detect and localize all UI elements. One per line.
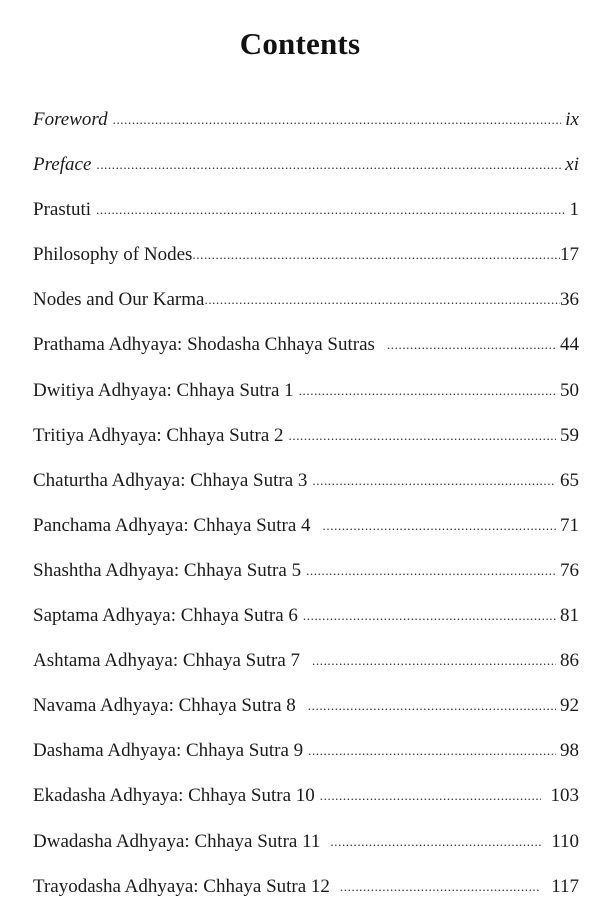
toc-entry-foreword[interactable] bbox=[33, 104, 579, 149]
table-of-contents bbox=[33, 104, 579, 916]
toc-entry-page: 76 bbox=[560, 559, 579, 581]
toc-entry-prathama-adhyaya[interactable] bbox=[33, 329, 579, 374]
dot-leader bbox=[306, 555, 556, 587]
toc-entry-page: 86 bbox=[560, 650, 579, 672]
toc-entry-page: 36 bbox=[560, 289, 579, 311]
page-title: Contents bbox=[239, 26, 361, 61]
toc-entry-label: Preface bbox=[33, 154, 92, 176]
toc-entry-page: 65 bbox=[560, 469, 579, 491]
toc-entry-label: Ashtama Adhyaya: Chhaya Sutra 7 bbox=[33, 650, 301, 672]
toc-entry-philosophy-of-nodes[interactable] bbox=[33, 239, 579, 284]
toc-entry-label: Navama Adhyaya: Chhaya Sutra 8 bbox=[33, 695, 296, 717]
toc-entry-label: Saptama Adhyaya: Chhaya Sutra 6 bbox=[33, 605, 298, 627]
toc-entry-navama-adhyaya[interactable] bbox=[33, 690, 579, 735]
dot-leader bbox=[299, 375, 556, 407]
dot-leader bbox=[312, 645, 556, 677]
toc-entry-chaturtha-adhyaya[interactable] bbox=[33, 465, 579, 510]
toc-entry-page: 44 bbox=[560, 334, 579, 356]
toc-entry-dashama-adhyaya[interactable] bbox=[33, 735, 579, 780]
toc-entry-page: 117 bbox=[551, 875, 579, 897]
dot-leader bbox=[113, 104, 562, 136]
toc-entry-label: Nodes and Our Karma bbox=[33, 289, 205, 311]
toc-entry-tritiya-adhyaya[interactable] bbox=[33, 420, 579, 465]
toc-entry-page: 59 bbox=[560, 424, 579, 446]
toc-entry-ekadasha-adhyaya[interactable] bbox=[33, 780, 579, 825]
toc-entry-label: Panchama Adhyaya: Chhaya Sutra 4 bbox=[33, 514, 311, 536]
toc-entry-nodes-and-our-karma[interactable] bbox=[33, 284, 579, 329]
toc-entry-label: Dwitiya Adhyaya: Chhaya Sutra 1 bbox=[33, 379, 294, 401]
toc-entry-preface[interactable] bbox=[33, 149, 579, 194]
toc-entry-panchama-adhyaya[interactable] bbox=[33, 510, 579, 555]
dot-leader bbox=[308, 735, 556, 767]
toc-entry-label: Philosophy of Nodes bbox=[33, 244, 193, 266]
toc-entry-page: 17 bbox=[560, 244, 579, 266]
dot-leader bbox=[303, 600, 556, 632]
toc-entry-page: 103 bbox=[550, 785, 579, 807]
toc-entry-shashtha-adhyaya[interactable] bbox=[33, 555, 579, 600]
toc-entry-page: 71 bbox=[560, 514, 579, 536]
dot-leader bbox=[308, 690, 556, 722]
toc-entry-label: Prathama Adhyaya: Shodasha Chhaya Sutras bbox=[33, 334, 375, 356]
toc-entry-label: Ekadasha Adhyaya: Chhaya Sutra 10 bbox=[33, 785, 315, 807]
toc-entry-dwitiya-adhyaya[interactable] bbox=[33, 375, 579, 420]
toc-entry-label: Foreword bbox=[33, 109, 108, 130]
toc-entry-page: 92 bbox=[560, 695, 579, 717]
toc-entry-label: Dwadasha Adhyaya: Chhaya Sutra 11 bbox=[33, 830, 321, 852]
dot-leader bbox=[320, 780, 541, 812]
toc-entry-dwadasha-adhyaya[interactable] bbox=[33, 826, 579, 871]
toc-entry-page: 110 bbox=[551, 830, 579, 852]
dot-leader bbox=[204, 284, 560, 316]
dot-leader bbox=[340, 871, 541, 903]
dot-leader bbox=[323, 510, 556, 542]
toc-entry-label: Shashtha Adhyaya: Chhaya Sutra 5 bbox=[33, 559, 302, 581]
toc-entry-label: Trayodasha Adhyaya: Chhaya Sutra 12 bbox=[33, 875, 330, 897]
toc-entry-label: Prastuti bbox=[33, 199, 92, 221]
toc-entry-page: 81 bbox=[560, 605, 579, 627]
dot-leader bbox=[312, 465, 556, 497]
toc-entry-label: Chaturtha Adhyaya: Chhaya Sutra 3 bbox=[33, 469, 308, 491]
toc-entry-trayodasha-adhyaya[interactable] bbox=[33, 871, 579, 916]
toc-entry-label: Tritiya Adhyaya: Chhaya Sutra 2 bbox=[33, 424, 284, 446]
toc-entry-label: Dashama Adhyaya: Chhaya Sutra 9 bbox=[33, 740, 304, 762]
toc-entry-page: 1 bbox=[569, 199, 579, 221]
dot-leader bbox=[330, 826, 541, 858]
dot-leader bbox=[289, 420, 557, 452]
toc-entry-page: xi bbox=[565, 154, 579, 176]
dot-leader bbox=[96, 194, 565, 226]
toc-entry-page: 50 bbox=[560, 379, 579, 401]
dot-leader bbox=[387, 329, 556, 361]
toc-entry-ashtama-adhyaya[interactable] bbox=[33, 645, 579, 690]
toc-entry-saptama-adhyaya[interactable] bbox=[33, 600, 579, 645]
toc-entry-page: ix bbox=[565, 109, 579, 130]
toc-entry-prastuti[interactable] bbox=[33, 194, 579, 239]
dot-leader bbox=[96, 149, 561, 181]
dot-leader bbox=[192, 239, 560, 271]
toc-entry-page: 98 bbox=[560, 740, 579, 762]
